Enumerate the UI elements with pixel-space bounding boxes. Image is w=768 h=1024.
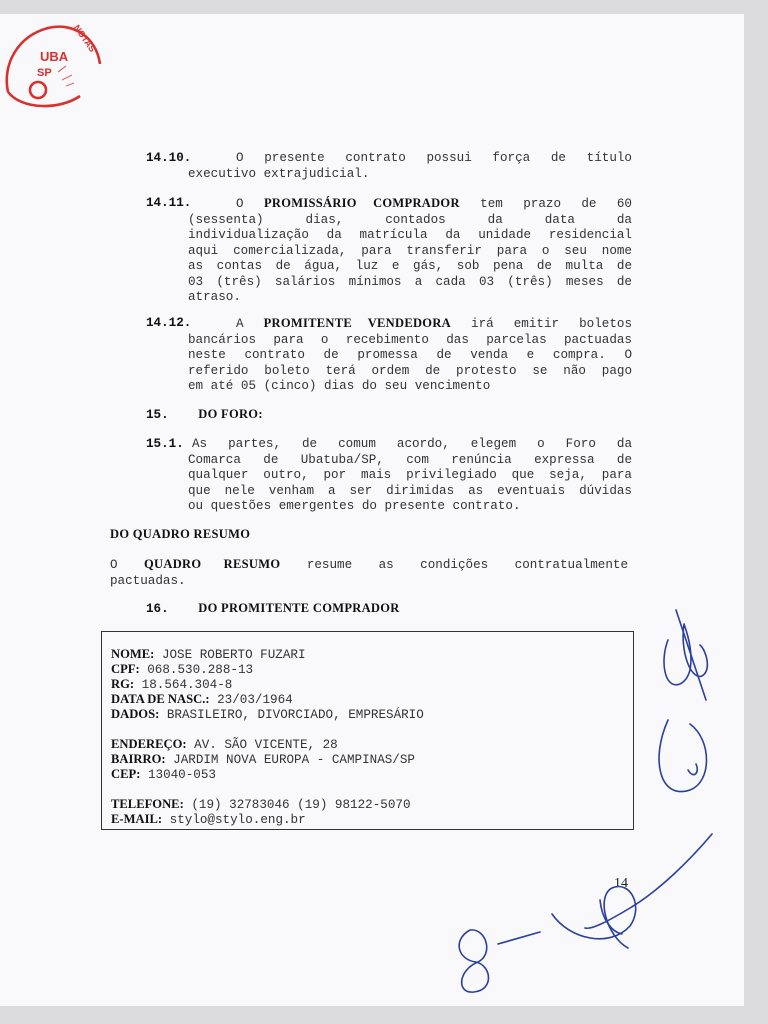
buyer-rg: RG: 18.564.304-8 xyxy=(111,677,233,692)
stamp-text-low: SP xyxy=(37,67,52,79)
clause-line-first: O PROMISSÁRIO COMPRADOR tem prazo de 60 xyxy=(236,196,632,211)
clause-number: 14.12. xyxy=(146,316,192,330)
clause-line: (sessenta) dias, contados da data da xyxy=(188,212,632,227)
notary-stamp xyxy=(0,14,110,114)
section-16-heading: 16. DO PROMITENTE COMPRADOR xyxy=(146,601,400,616)
clause-line: Comarca de Ubatuba/SP, com renúncia expressa de xyxy=(188,452,632,467)
page-number: 14 xyxy=(614,876,628,891)
stamp-text-top: NOTAS xyxy=(71,22,98,54)
party-name: PROMITENTE VENDEDORA xyxy=(263,316,451,330)
buyer-info-box xyxy=(101,631,634,830)
clause-line: qualquer outro, por mais privilegiado que seja, para xyxy=(188,468,632,482)
buyer-email: E-MAIL: stylo@stylo.eng.br xyxy=(111,812,306,827)
clause-line: em até 05 (cinco) dias do seu vencimento xyxy=(188,379,491,393)
quadro-term: QUADRO RESUMO xyxy=(144,557,281,571)
clause-line: executivo extrajudicial. xyxy=(188,166,370,181)
clause-line: O presente contrato possui força de título xyxy=(236,151,632,165)
clause-line: ou questões emergentes do presente contrato. xyxy=(188,499,521,513)
buyer-endereco: ENDEREÇO: AV. SÃO VICENTE, 28 xyxy=(111,737,338,752)
clause-line: As partes, de comum acordo, elegem o Foro da xyxy=(192,437,632,451)
clause-line-first: A PROMITENTE VENDEDORA irá emitir boletos xyxy=(236,316,633,331)
buyer-cep: CEP: 13040-053 xyxy=(111,767,216,782)
section-title: DO PROMITENTE COMPRADOR xyxy=(198,601,400,615)
buyer-bairro: BAIRRO: JARDIM NOVA EUROPA - CAMPINAS/SP xyxy=(111,752,415,767)
clause-line: atraso. xyxy=(188,290,241,304)
clause-number: 14.11. xyxy=(146,196,192,210)
clause-number: 15.1. xyxy=(146,437,184,451)
buyer-cpf: CPF: 068.530.288-13 xyxy=(111,662,254,677)
buyer-telefone: TELEFONE: (19) 32783046 (19) 98122-5070 xyxy=(111,797,411,812)
clause-number: 14.10. xyxy=(146,151,192,165)
section-title: DO FORO: xyxy=(198,407,263,421)
stamp-text-mid: UBA xyxy=(40,49,69,64)
section-15-heading: 15. DO FORO: xyxy=(146,407,263,422)
clause-line: bancários para o recebimento das parcelas pactuadas xyxy=(188,332,632,347)
clause-line: que nele venham a ser dirimidas as eventuais dúvidas xyxy=(188,483,632,498)
party-name: PROMISSÁRIO COMPRADOR xyxy=(263,196,460,210)
buyer-dados: DADOS: BRASILEIRO, DIVORCIADO, EMPRESÁRIO xyxy=(111,707,424,722)
buyer-nasc: DATA DE NASC.: 23/03/1964 xyxy=(111,692,293,707)
clause-line: as contas de água, luz e gás, sob pena de multa de xyxy=(188,259,632,273)
clause-line: 03 (três) salários mínimos a cada 03 (três) meses de xyxy=(188,274,632,289)
clause-line: aqui comercializada, para transferir para o seu nome xyxy=(188,243,632,258)
clause-line: neste contrato de promessa de venda e compra. O xyxy=(188,348,632,362)
quadro-heading: DO QUADRO RESUMO xyxy=(110,527,251,541)
clause-line: referido boleto terá ordem de protesto se não pago xyxy=(188,363,632,378)
quadro-paragraph: O QUADRO RESUMO resume as condições contratualmente pactuadas. xyxy=(110,557,628,588)
clause-line: individualização da matrícula da unidade residencial xyxy=(188,228,632,242)
buyer-nome: NOME: JOSE ROBERTO FUZARI xyxy=(111,647,306,662)
